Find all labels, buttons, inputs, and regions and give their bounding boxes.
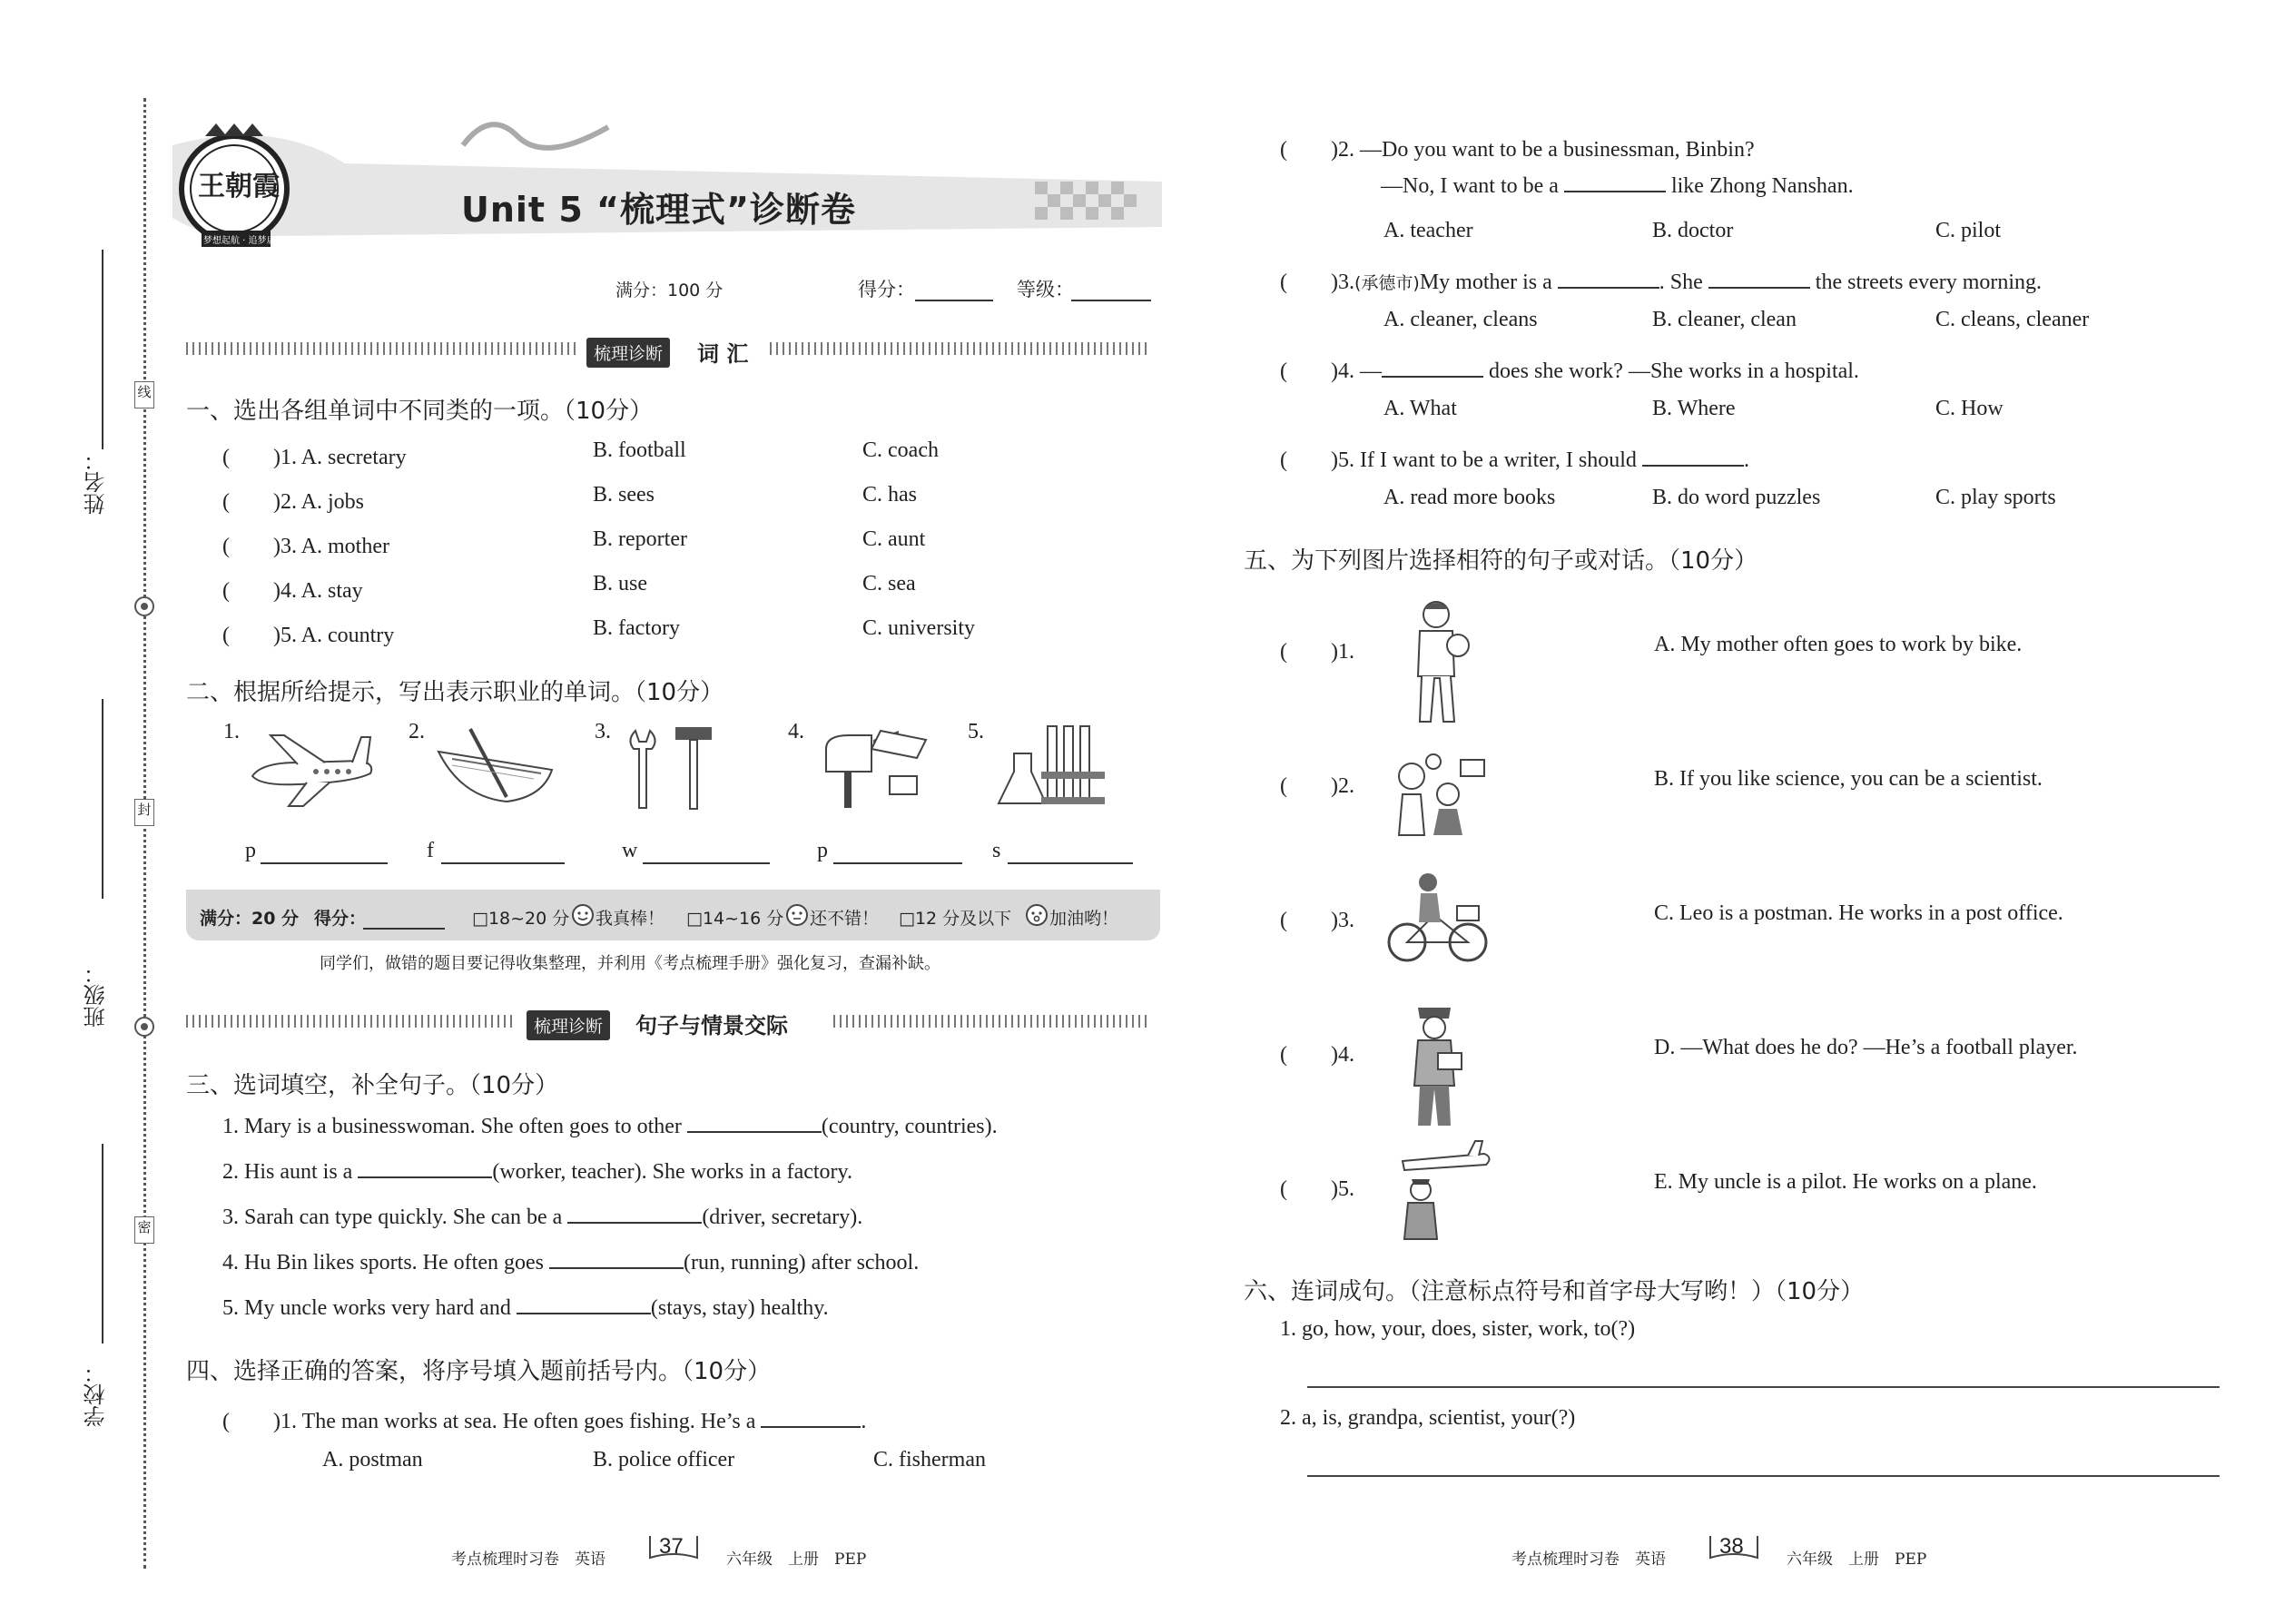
q1-item-1: ( )1. A. secretary: [222, 446, 407, 469]
q1-option-b: B. factory: [593, 616, 680, 640]
q4-option-c: C. cleans, cleaner: [1935, 308, 2090, 331]
q2-num-1: 1.: [223, 720, 240, 743]
q4-blank[interactable]: [761, 1426, 861, 1428]
logo-slogan: 梦想起航 · 追梦启程: [203, 236, 285, 246]
q1-option-b: B. reporter: [593, 527, 687, 551]
binding-line: [143, 98, 146, 1569]
q5-item-3: ( )3.: [1280, 909, 1354, 932]
page-number-right: 38: [1719, 1534, 1744, 1559]
tools-icon: [617, 722, 726, 812]
section-separator: [833, 1015, 1151, 1028]
level-label: 等级：: [1017, 279, 1074, 300]
calm-face-icon: [784, 902, 810, 928]
scorebar-text-b: 还不错！: [810, 909, 880, 929]
q1-option-c: C. sea: [862, 572, 916, 595]
q5-item-5: ( )5.: [1280, 1177, 1354, 1201]
q4-title: 四、选择正确的答案，将序号填入题前括号内。（10分）: [186, 1358, 772, 1385]
logo-text: 王朝霞: [198, 171, 280, 202]
q1-option-c: C. coach: [862, 438, 939, 462]
scorebar-option-a[interactable]: □18~20 分: [472, 909, 570, 929]
footer-left-grade: 六年级 上册 PEP: [726, 1550, 867, 1569]
q6-answer-line[interactable]: [1307, 1386, 2220, 1388]
class-label: 班级：: [84, 962, 109, 1028]
name-line[interactable]: [102, 250, 103, 449]
q1-option-c: C. has: [862, 483, 917, 507]
q6-answer-line[interactable]: [1307, 1475, 2220, 1477]
q5-option-a: A. My mother often goes to work by bike.: [1654, 633, 2023, 656]
q4-option-c: C. pilot: [1935, 219, 2002, 242]
scorebar-option-c[interactable]: □12 分及以下: [899, 909, 1012, 929]
q4-item-2: ( )2. —Do you want to be a businessman, Binbin?: [1280, 138, 1755, 162]
score-label: 得分：: [858, 279, 915, 300]
section-title-sentence: 句子与情景交际: [635, 1013, 788, 1038]
seal-mark-close: 密: [134, 1216, 154, 1244]
boat-icon: [434, 724, 561, 806]
q3-item-1: 1. Mary is a businesswoman. She often goes to other (country, countries).: [222, 1115, 998, 1138]
footer-right-series: 考点梳理时习卷 英语: [1511, 1550, 1666, 1569]
q3-blank[interactable]: [549, 1267, 684, 1269]
woman-bike-icon: [1384, 870, 1493, 969]
postman-icon: [1398, 999, 1471, 1130]
section-separator: [186, 342, 576, 355]
q1-item-4: ( )4. A. stay: [222, 579, 363, 603]
q5-option-e: E. My uncle is a pilot. He works on a plane.: [1654, 1170, 2037, 1194]
q2-answer-line[interactable]: [1008, 862, 1133, 864]
q4-option-b: B. cleaner, clean: [1652, 308, 1797, 331]
q5-title: 五、为下列图片选择相符的句子或对话。（10分）: [1244, 547, 1758, 575]
q4-item-1: ( )1. The man works at sea. He often goes fishing. He’s a .: [222, 1410, 867, 1433]
q2-answer-line[interactable]: [643, 862, 770, 864]
q4-option-a: A. postman: [322, 1448, 423, 1471]
q2-num-4: 4.: [788, 720, 804, 743]
q4-blank[interactable]: [1642, 465, 1744, 467]
school-line[interactable]: [102, 1144, 103, 1343]
scientist-icon: [1384, 749, 1493, 840]
q6-item-1: 1. go, how, your, does, sister, work, to(?): [1280, 1317, 1636, 1341]
q4-blank[interactable]: [1558, 287, 1659, 289]
q4-item-5: ( )5. If I want to be a writer, I should .: [1280, 448, 1749, 472]
footer-right-grade: 六年级 上册 PEP: [1787, 1550, 1927, 1569]
seal-mark-seal: 封: [134, 799, 154, 826]
q4-item-2-line2: —No, I want to be a like Zhong Nanshan.: [1381, 174, 1854, 198]
q2-num-2: 2.: [409, 720, 425, 743]
class-line[interactable]: [102, 699, 103, 899]
q1-option-b: B. use: [593, 572, 647, 595]
q3-item-4: 4. Hu Bin likes sports. He often goes (run, running) after school.: [222, 1251, 920, 1275]
q1-item-3: ( )3. A. mother: [222, 535, 389, 558]
q2-num-3: 3.: [595, 720, 611, 743]
q3-item-3: 3. Sarah can type quickly. She can be a (driver, secretary).: [222, 1206, 863, 1229]
lab-flask-icon: [991, 717, 1109, 812]
q4-item-3: ( )3.(承德市)My mother is a . She the streets every morning.: [1280, 271, 2043, 294]
q3-blank[interactable]: [358, 1176, 492, 1178]
q2-answer-line[interactable]: [833, 862, 962, 864]
airplane-icon: [243, 726, 379, 808]
q1-option-c: C. university: [862, 616, 975, 640]
section-separator: [770, 342, 1151, 355]
q4-option-c: C. How: [1935, 397, 2004, 420]
q2-hint-3: w: [622, 839, 638, 862]
q5-item-4: ( )4.: [1280, 1043, 1354, 1067]
scorebar-text-c: 加油哟！: [1049, 909, 1119, 929]
q4-option-c: C. play sports: [1935, 486, 2056, 509]
q5-option-b: B. If you like science, you can be a scientist.: [1654, 767, 2043, 791]
binding-hole-icon: [133, 595, 156, 618]
q1-item-2: ( )2. A. jobs: [222, 490, 364, 514]
q2-num-5: 5.: [968, 720, 984, 743]
q2-hint-1: p: [245, 839, 256, 862]
football-player-icon: [1398, 595, 1480, 731]
level-field[interactable]: [1071, 300, 1151, 301]
q4-blank[interactable]: [1382, 376, 1483, 378]
page-number-left: 37: [659, 1534, 684, 1559]
q6-item-2: 2. a, is, grandpa, scientist, your(?): [1280, 1406, 1576, 1430]
name-label: 姓名：: [84, 449, 109, 515]
q4-blank[interactable]: [1564, 191, 1666, 192]
scorebar-option-b[interactable]: □14~16 分: [686, 909, 784, 929]
q3-item-5: 5. My uncle works very hard and (stays, stay) healthy.: [222, 1296, 829, 1320]
q2-hint-2: f: [427, 839, 434, 862]
q2-hint-4: p: [817, 839, 828, 862]
cheer-face-icon: [1024, 902, 1049, 928]
q4-option-c: C. fisherman: [873, 1448, 986, 1471]
q4-blank[interactable]: [1708, 287, 1810, 289]
seal-mark-line: 线: [134, 381, 154, 408]
score-field[interactable]: [915, 300, 993, 301]
q4-option-b: B. police officer: [593, 1448, 735, 1471]
q3-blank[interactable]: [567, 1222, 702, 1224]
section-tag: 梳理诊断: [586, 338, 670, 368]
q1-item-5: ( )5. A. country: [222, 624, 395, 647]
q1-title: 一、选出各组单词中不同类的一项。（10分）: [186, 398, 654, 425]
q1-option-c: C. aunt: [862, 527, 926, 551]
q4-option-a: A. cleaner, cleans: [1383, 308, 1538, 331]
section-separator: [186, 1015, 513, 1028]
scorebar-got: 得分：: [314, 909, 367, 929]
section-title-vocab: 词 汇: [697, 341, 749, 367]
q2-title: 二、根据所给提示，写出表示职业的单词。（10分）: [186, 679, 724, 706]
q3-blank[interactable]: [687, 1131, 822, 1133]
full-score: 满分：100 分: [615, 281, 724, 300]
q1-option-b: B. football: [593, 438, 686, 462]
q4-option-a: A. teacher: [1383, 219, 1473, 242]
page-title: Unit 5 “梳理式”诊断卷: [461, 190, 856, 230]
q4-option-b: B. Where: [1652, 397, 1736, 420]
q5-item-1: ( )1.: [1280, 640, 1354, 664]
q5-option-c: C. Leo is a postman. He works in a post office.: [1654, 901, 2063, 925]
q6-title: 六、连词成句。（注意标点符号和首字母大写哟！）（10分）: [1244, 1278, 1865, 1305]
q2-answer-line[interactable]: [261, 862, 388, 864]
q3-item-2: 2. His aunt is a (worker, teacher). She works in a factory.: [222, 1160, 852, 1184]
scorebar-full: 满分：20 分: [200, 909, 300, 929]
q4-option-b: B. do word puzzles: [1652, 486, 1821, 509]
q4-option-a: A. read more books: [1383, 486, 1556, 509]
binding-hole-icon: [133, 1015, 156, 1038]
pilot-plane-icon: [1384, 1139, 1493, 1248]
section-tag: 梳理诊断: [527, 1010, 610, 1040]
footer-left-series: 考点梳理时习卷 英语: [451, 1550, 605, 1569]
mailbox-icon: [808, 722, 935, 812]
smile-face-icon: [570, 902, 596, 928]
review-note: 同学们，做错的题目要记得收集整理，并利用《考点梳理手册》强化复习，查漏补缺。: [320, 954, 940, 973]
q1-option-b: B. sees: [593, 483, 655, 507]
q4-option-b: B. doctor: [1652, 219, 1734, 242]
scorebar-field[interactable]: [363, 928, 445, 930]
q3-title: 三、选词填空，补全句子。（10分）: [186, 1072, 559, 1099]
q2-hint-5: s: [992, 839, 1001, 862]
q3-blank[interactable]: [517, 1313, 651, 1314]
q5-option-d: D. —What does he do? —He’s a football player.: [1654, 1036, 2078, 1059]
q5-item-2: ( )2.: [1280, 774, 1354, 798]
scorebar-text-a: 我真棒！: [596, 909, 665, 929]
q4-option-a: A. What: [1383, 397, 1457, 420]
q2-answer-line[interactable]: [441, 862, 565, 864]
school-label: 学校：: [84, 1362, 109, 1427]
q4-item-4: ( )4. — does she work? —She works in a hospital.: [1280, 359, 1859, 383]
